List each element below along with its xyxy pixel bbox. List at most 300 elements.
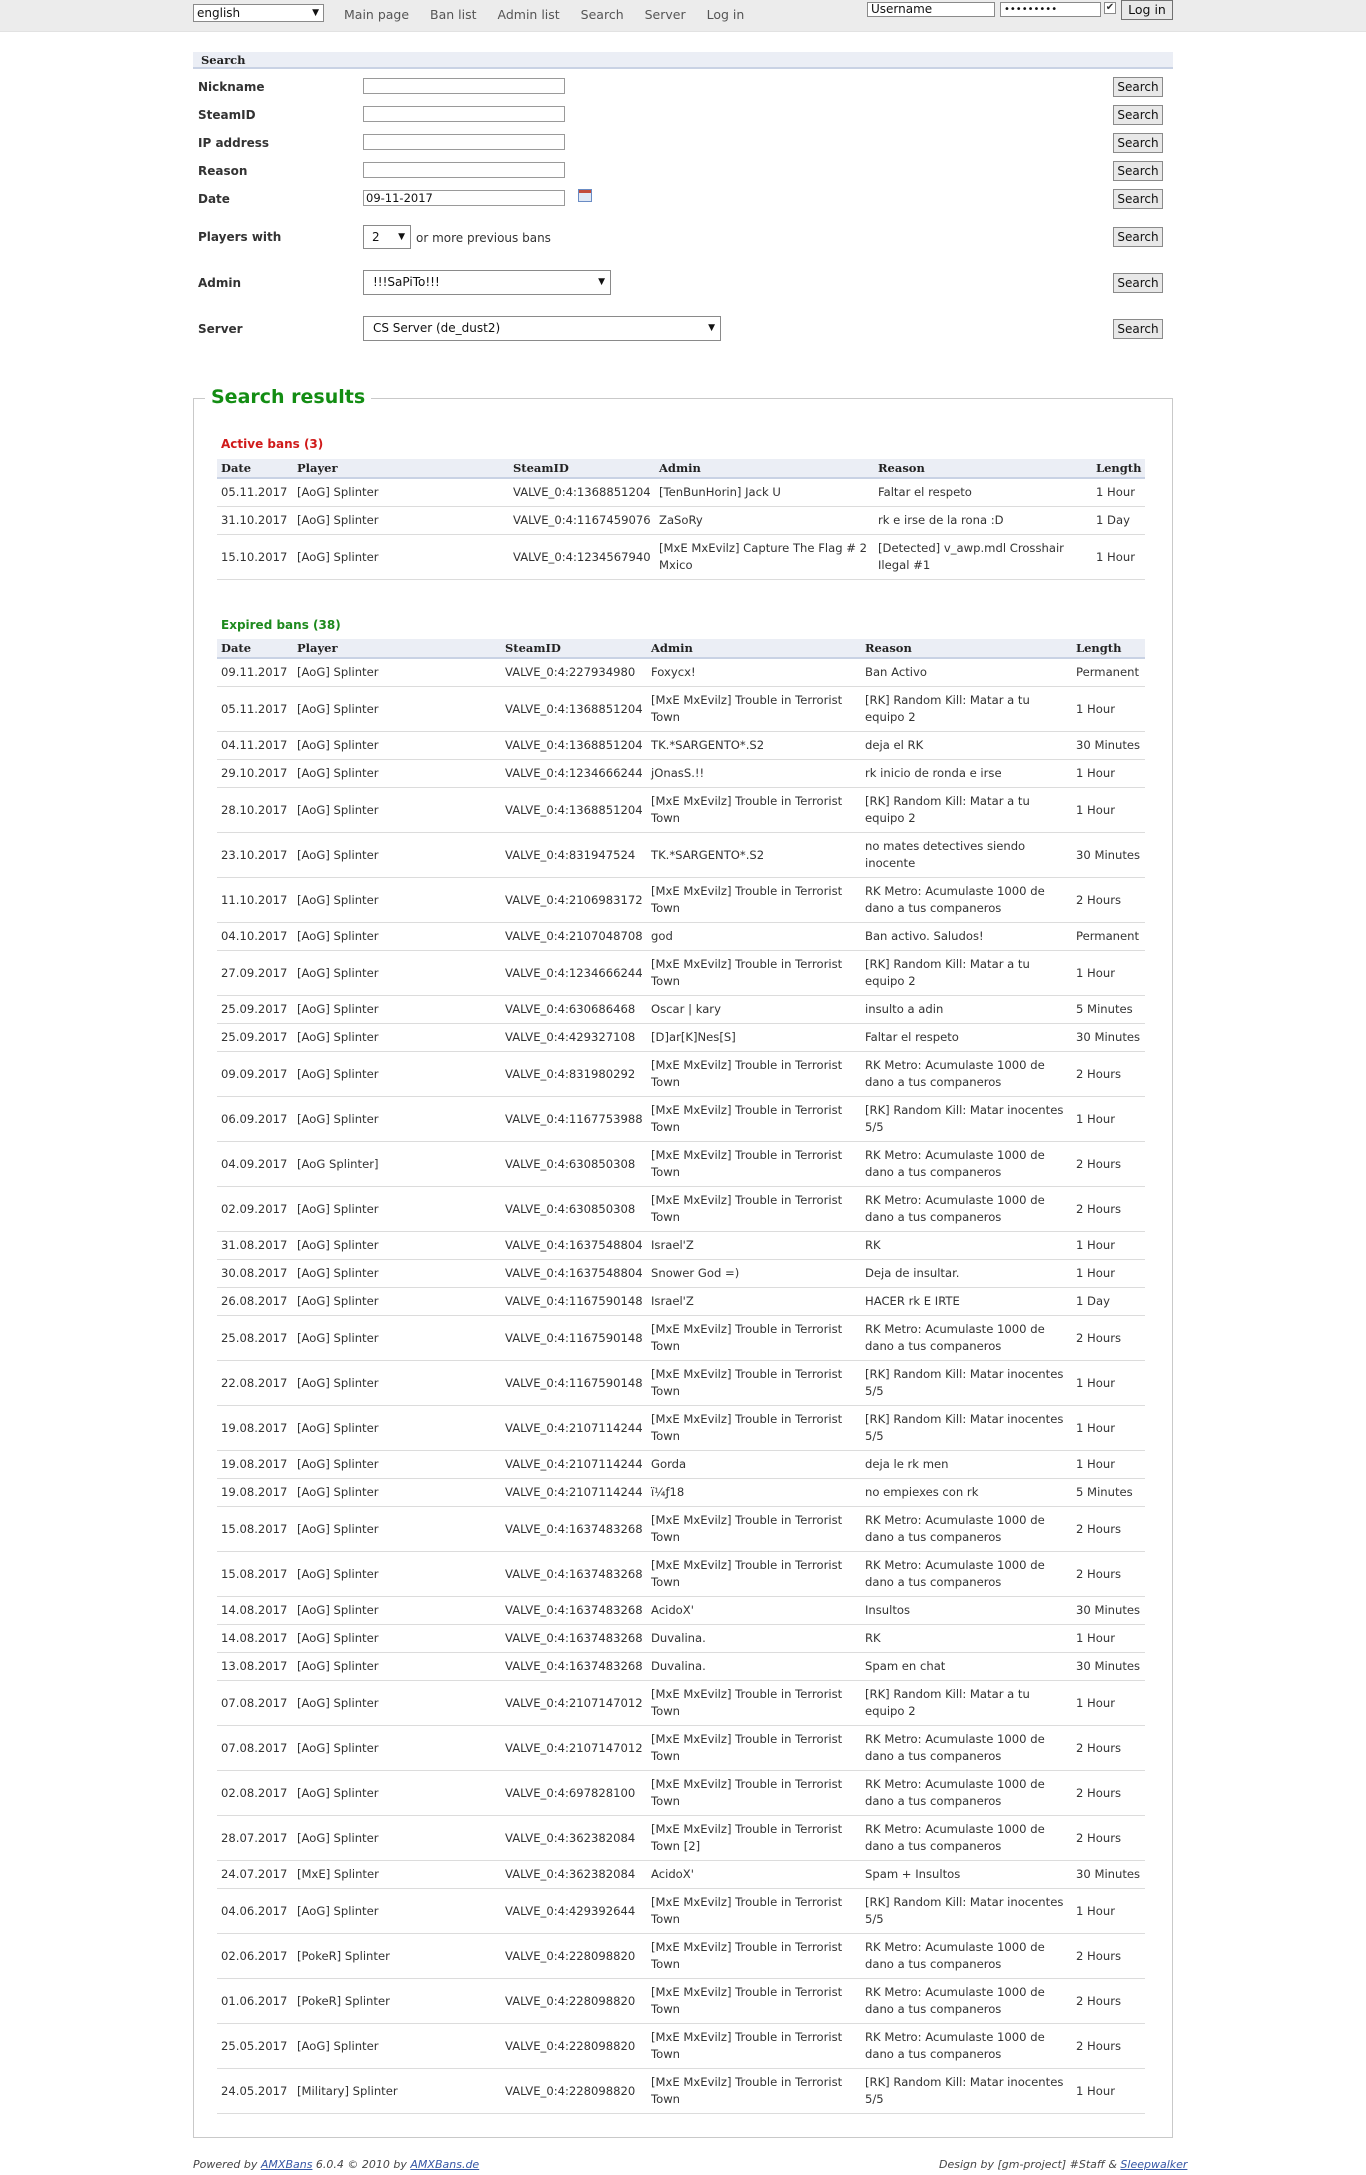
cell-steamid: VALVE_0:4:1234567940	[509, 535, 655, 580]
cell-player: [AoG] Splinter	[293, 1726, 501, 1771]
table-row	[217, 1024, 1145, 1052]
cell-reason: RK Metro: Acumulaste 1000 de dano a tus companeros	[861, 878, 1072, 923]
cell-steamid: VALVE_0:4:1637483268	[501, 1552, 647, 1597]
nickname-input[interactable]	[363, 78, 565, 94]
cell-date: 13.08.2017	[217, 1653, 293, 1681]
expired-bans-body	[217, 658, 1145, 2114]
cell-player: [AoG] Splinter	[293, 1451, 501, 1479]
table-row	[217, 951, 1145, 996]
cell-player: [AoG] Splinter	[293, 732, 501, 760]
cell-date: 25.09.2017	[217, 996, 293, 1024]
nickname-row	[193, 77, 1173, 99]
cell-date: 19.08.2017	[217, 1406, 293, 1451]
cell-date: 25.05.2017	[217, 2024, 293, 2069]
nav-log-in[interactable]: Log in	[706, 7, 745, 22]
cell-admin: Oscar | kary	[647, 996, 861, 1024]
cell-length: 1 Hour	[1072, 1097, 1145, 1142]
cell-player: [AoG] Splinter	[293, 1406, 501, 1451]
table-row	[217, 996, 1145, 1024]
cell-date: 04.09.2017	[217, 1142, 293, 1187]
cell-length: Permanent	[1072, 923, 1145, 951]
cell-player: [AoG] Splinter	[293, 1889, 501, 1934]
cell-player: [AoG Splinter]	[293, 1142, 501, 1187]
cell-length: 1 Hour	[1072, 1232, 1145, 1260]
cell-steamid: VALVE_0:4:429327108	[501, 1024, 647, 1052]
cell-admin: Foxycx!	[647, 658, 861, 687]
reason-input[interactable]	[363, 162, 565, 178]
cell-steamid: VALVE_0:4:1234666244	[501, 951, 647, 996]
steamid-label: SteamID	[198, 108, 256, 122]
search-results-title: Search results	[205, 386, 371, 408]
search-admin-button[interactable]: Search	[1113, 273, 1163, 293]
table-row	[217, 1552, 1145, 1597]
cell-length: 1 Hour	[1072, 951, 1145, 996]
cell-reason: RK Metro: Acumulaste 1000 de dano a tus companeros	[861, 1816, 1072, 1861]
table-row	[217, 1187, 1145, 1232]
cell-admin: Gorda	[647, 1451, 861, 1479]
cell-player: [AoG] Splinter	[293, 1507, 501, 1552]
cell-admin: [MxE MxEvilz] Trouble in Terrorist Town	[647, 687, 861, 732]
cell-date: 31.08.2017	[217, 1232, 293, 1260]
table-row	[217, 1142, 1145, 1187]
ip-input[interactable]	[363, 134, 565, 150]
cell-player: [AoG] Splinter	[293, 923, 501, 951]
cell-player: [AoG] Splinter	[293, 478, 509, 507]
cell-steamid: VALVE_0:4:1368851204	[501, 788, 647, 833]
cell-length: 1 Hour	[1072, 687, 1145, 732]
cell-date: 07.08.2017	[217, 1681, 293, 1726]
cell-reason: insulto a adin	[861, 996, 1072, 1024]
cell-player: [AoG] Splinter	[293, 1597, 501, 1625]
cell-player: [AoG] Splinter	[293, 507, 509, 535]
footer-prefix: Powered by	[193, 2158, 261, 2171]
col-admin: Admin	[655, 459, 874, 478]
cell-length: 2 Hours	[1072, 1052, 1145, 1097]
col-length: Length	[1072, 639, 1145, 658]
admin-select-value: !!!SaPiTo!!!	[373, 275, 440, 289]
cell-date: 25.08.2017	[217, 1316, 293, 1361]
cell-admin: [MxE MxEvilz] Trouble in Terrorist Town	[647, 2024, 861, 2069]
expired-bans-title: Expired bans (38)	[221, 618, 341, 632]
table-header-row	[217, 459, 1145, 478]
table-row	[217, 1726, 1145, 1771]
cell-steamid: VALVE_0:4:1368851204	[501, 687, 647, 732]
amxbans-link[interactable]: AMXBans	[260, 2158, 313, 2171]
table-row	[217, 1479, 1145, 1507]
cell-length: 2 Hours	[1072, 1187, 1145, 1232]
cell-length: 2 Hours	[1072, 1979, 1145, 2024]
cell-steamid: VALVE_0:4:1637483268	[501, 1507, 647, 1552]
cell-steamid: VALVE_0:4:1167590148	[501, 1361, 647, 1406]
cell-admin: [TenBunHorin] Jack U	[655, 478, 874, 507]
table-row	[217, 1934, 1145, 1979]
cell-length: 2 Hours	[1072, 878, 1145, 923]
table-row	[217, 1406, 1145, 1451]
cell-date: 15.08.2017	[217, 1507, 293, 1552]
cell-date: 07.08.2017	[217, 1726, 293, 1771]
cell-steamid: VALVE_0:4:228098820	[501, 1934, 647, 1979]
cell-steamid: VALVE_0:4:1167590148	[501, 1288, 647, 1316]
cell-player: [AoG] Splinter	[293, 658, 501, 687]
cell-length: 2 Hours	[1072, 1771, 1145, 1816]
cell-admin: Israel'Z	[647, 1288, 861, 1316]
table-row	[217, 507, 1145, 535]
cell-admin: [MxE MxEvilz] Trouble in Terrorist Town	[647, 1889, 861, 1934]
col-date: Date	[217, 639, 293, 658]
cell-reason: [Detected] v_awp.mdl Crosshair Ilegal #1	[874, 535, 1092, 580]
top-bar	[0, 0, 1366, 32]
cell-player: [AoG] Splinter	[293, 951, 501, 996]
footer-design-prefix: Design by [gm-project] #Staff &	[939, 2158, 1121, 2171]
cell-admin: [MxE MxEvilz] Trouble in Terrorist Town [2]	[647, 1816, 861, 1861]
cell-steamid: VALVE_0:4:2106983172	[501, 878, 647, 923]
table-row	[217, 1052, 1145, 1097]
cell-date: 04.10.2017	[217, 923, 293, 951]
cell-length: 2 Hours	[1072, 1142, 1145, 1187]
table-row	[217, 1979, 1145, 2024]
cell-reason: HACER rk E IRTE	[861, 1288, 1072, 1316]
search-nickname-button[interactable]: Search	[1113, 77, 1163, 97]
chevron-down-icon: ▼	[398, 232, 405, 242]
date-label: Date	[198, 192, 230, 206]
cell-date: 23.10.2017	[217, 833, 293, 878]
reason-label: Reason	[198, 164, 248, 178]
table-row	[217, 878, 1145, 923]
cell-player: [PokeR] Splinter	[293, 1979, 501, 2024]
cell-date: 09.09.2017	[217, 1052, 293, 1097]
col-admin: Admin	[647, 639, 861, 658]
sleepwalker-link[interactable]: Sleepwalker	[1120, 2158, 1188, 2171]
table-row	[217, 760, 1145, 788]
table-row	[217, 1771, 1145, 1816]
cell-length: 2 Hours	[1072, 1816, 1145, 1861]
nav-search[interactable]: Search	[580, 7, 624, 22]
cell-player: [AoG] Splinter	[293, 760, 501, 788]
col-length: Length	[1092, 459, 1145, 478]
cell-admin: [MxE MxEvilz] Trouble in Terrorist Town	[647, 1052, 861, 1097]
search-reason-button[interactable]: Search	[1113, 161, 1163, 181]
cell-admin: [MxE MxEvilz] Trouble in Terrorist Town	[647, 2069, 861, 2114]
cell-player: [AoG] Splinter	[293, 1187, 501, 1232]
cell-admin: [MxE MxEvilz] Trouble in Terrorist Town	[647, 1406, 861, 1451]
table-row	[217, 732, 1145, 760]
cell-date: 31.10.2017	[217, 507, 293, 535]
cell-steamid: VALVE_0:4:831980292	[501, 1052, 647, 1097]
cell-admin: ï¼ƒ18	[647, 1479, 861, 1507]
cell-date: 24.05.2017	[217, 2069, 293, 2114]
cell-reason: Insultos	[861, 1597, 1072, 1625]
cell-steamid: VALVE_0:4:1637483268	[501, 1653, 647, 1681]
cell-length: 2 Hours	[1072, 1934, 1145, 1979]
cell-player: [AoG] Splinter	[293, 788, 501, 833]
previous-bans-value: 2	[372, 230, 380, 244]
chevron-down-icon: ▼	[598, 277, 605, 287]
cell-player: [PokeR] Splinter	[293, 1934, 501, 1979]
cell-date: 22.08.2017	[217, 1361, 293, 1406]
cell-reason: deja le rk men	[861, 1451, 1072, 1479]
cell-admin: [MxE MxEvilz] Trouble in Terrorist Town	[647, 951, 861, 996]
cell-reason: RK Metro: Acumulaste 1000 de dano a tus companeros	[861, 1979, 1072, 2024]
cell-length: 2 Hours	[1072, 2024, 1145, 2069]
table-row	[217, 535, 1145, 580]
reason-row	[193, 161, 1173, 183]
cell-admin: [MxE MxEvilz] Trouble in Terrorist Town	[647, 1316, 861, 1361]
cell-reason: RK	[861, 1232, 1072, 1260]
cell-admin: [MxE MxEvilz] Trouble in Terrorist Town	[647, 1726, 861, 1771]
server-row	[193, 316, 1173, 344]
cell-player: [AoG] Splinter	[293, 878, 501, 923]
cell-admin: [MxE MxEvilz] Trouble in Terrorist Town	[647, 1934, 861, 1979]
search-server-button[interactable]: Search	[1113, 319, 1163, 339]
cell-length: 30 Minutes	[1072, 1653, 1145, 1681]
cell-date: 14.08.2017	[217, 1625, 293, 1653]
col-player: Player	[293, 459, 509, 478]
cell-admin: [MxE MxEvilz] Trouble in Terrorist Town	[647, 1979, 861, 2024]
cell-reason: [RK] Random Kill: Matar inocentes 5/5	[861, 1097, 1072, 1142]
cell-date: 05.11.2017	[217, 687, 293, 732]
cell-player: [AoG] Splinter	[293, 833, 501, 878]
cell-steamid: VALVE_0:4:2107147012	[501, 1726, 647, 1771]
cell-date: 28.10.2017	[217, 788, 293, 833]
username-input[interactable]: Username	[867, 2, 995, 17]
cell-admin: god	[647, 923, 861, 951]
cell-reason: RK Metro: Acumulaste 1000 de dano a tus companeros	[861, 1187, 1072, 1232]
cell-steamid: VALVE_0:4:630686468	[501, 996, 647, 1024]
active-bans-title: Active bans (3)	[221, 437, 324, 451]
cell-date: 06.09.2017	[217, 1097, 293, 1142]
table-row	[217, 1507, 1145, 1552]
previous-bans-select[interactable]	[363, 225, 411, 249]
chevron-down-icon: ▼	[708, 323, 715, 333]
cell-length: 1 Hour	[1072, 1681, 1145, 1726]
cell-admin: ZaSoRy	[655, 507, 874, 535]
cell-length: 1 Hour	[1072, 1361, 1145, 1406]
cell-reason: [RK] Random Kill: Matar a tu equipo 2	[861, 1681, 1072, 1726]
cell-reason: [RK] Random Kill: Matar inocentes 5/5	[861, 2069, 1072, 2114]
nav-server[interactable]: Server	[644, 7, 686, 22]
cell-length: 1 Hour	[1072, 760, 1145, 788]
cell-date: 30.08.2017	[217, 1260, 293, 1288]
chevron-down-icon: ▼	[312, 8, 319, 18]
cell-player: [AoG] Splinter	[293, 1771, 501, 1816]
table-row	[217, 2069, 1145, 2114]
cell-length: 30 Minutes	[1072, 732, 1145, 760]
cell-reason: rk e irse de la rona :D	[874, 507, 1092, 535]
search-steamid-button[interactable]: Search	[1113, 105, 1163, 125]
cell-admin: Duvalina.	[647, 1625, 861, 1653]
cell-length: 1 Hour	[1072, 1406, 1145, 1451]
col-player: Player	[293, 639, 501, 658]
cell-date: 02.06.2017	[217, 1934, 293, 1979]
cell-player: [MxE] Splinter	[293, 1861, 501, 1889]
cell-length: 5 Minutes	[1072, 996, 1145, 1024]
main-nav	[344, 7, 761, 22]
cell-steamid: VALVE_0:4:228098820	[501, 1979, 647, 2024]
cell-length: 2 Hours	[1072, 1726, 1145, 1771]
table-row	[217, 478, 1145, 507]
cell-player: [AoG] Splinter	[293, 687, 501, 732]
cell-admin: [D]ar[K]Nes[S]	[647, 1024, 861, 1052]
table-row	[217, 1451, 1145, 1479]
cell-reason: deja el RK	[861, 732, 1072, 760]
cell-admin: jOnasS.!!	[647, 760, 861, 788]
cell-date: 09.11.2017	[217, 658, 293, 687]
cell-date: 04.11.2017	[217, 732, 293, 760]
cell-player: [AoG] Splinter	[293, 1024, 501, 1052]
cell-length: 5 Minutes	[1072, 1479, 1145, 1507]
cell-length: 1 Day	[1092, 507, 1145, 535]
server-select[interactable]	[363, 316, 721, 341]
cell-steamid: VALVE_0:4:1637483268	[501, 1625, 647, 1653]
search-date-button[interactable]: Search	[1113, 189, 1163, 209]
cell-player: [AoG] Splinter	[293, 1052, 501, 1097]
cell-steamid: VALVE_0:4:2107114244	[501, 1406, 647, 1451]
table-row	[217, 788, 1145, 833]
cell-player: [AoG] Splinter	[293, 2024, 501, 2069]
cell-reason: Spam en chat	[861, 1653, 1072, 1681]
table-row	[217, 658, 1145, 687]
cell-date: 04.06.2017	[217, 1889, 293, 1934]
calendar-icon[interactable]	[578, 189, 592, 202]
cell-player: [Military] Splinter	[293, 2069, 501, 2114]
cell-steamid: VALVE_0:4:697828100	[501, 1771, 647, 1816]
table-row	[217, 923, 1145, 951]
cell-date: 15.08.2017	[217, 1552, 293, 1597]
admin-label: Admin	[198, 276, 242, 290]
cell-length: 1 Hour	[1072, 1889, 1145, 1934]
footer-middle: 6.0.4 © 2010 by	[312, 2158, 411, 2171]
cell-date: 01.06.2017	[217, 1979, 293, 2024]
steamid-input[interactable]	[363, 106, 565, 122]
cell-length: 1 Hour	[1072, 1260, 1145, 1288]
cell-length: Permanent	[1072, 658, 1145, 687]
cell-reason: [RK] Random Kill: Matar a tu equipo 2	[861, 687, 1072, 732]
cell-player: [AoG] Splinter	[293, 535, 509, 580]
cell-steamid: VALVE_0:4:227934980	[501, 658, 647, 687]
cell-length: 1 Hour	[1092, 478, 1145, 507]
cell-player: [AoG] Splinter	[293, 1653, 501, 1681]
cell-player: [AoG] Splinter	[293, 1552, 501, 1597]
cell-player: [AoG] Splinter	[293, 1288, 501, 1316]
ip-label: IP address	[198, 136, 270, 150]
cell-reason: [RK] Random Kill: Matar a tu equipo 2	[861, 788, 1072, 833]
table-header-row	[217, 639, 1145, 658]
cell-date: 11.10.2017	[217, 878, 293, 923]
cell-length: 1 Hour	[1072, 1625, 1145, 1653]
cell-length: 1 Day	[1072, 1288, 1145, 1316]
col-reason: Reason	[861, 639, 1072, 658]
active-bans-body	[217, 478, 1145, 580]
table-row	[217, 687, 1145, 732]
cell-player: [AoG] Splinter	[293, 1816, 501, 1861]
cell-length: 1 Hour	[1092, 535, 1145, 580]
cell-steamid: VALVE_0:4:1167590148	[501, 1316, 647, 1361]
steamid-row	[193, 105, 1173, 127]
date-input[interactable]: 09-11-2017	[363, 190, 565, 206]
table-row	[217, 1097, 1145, 1142]
cell-reason: Ban activo. Saludos!	[861, 923, 1072, 951]
cell-reason: no empiexes con rk	[861, 1479, 1072, 1507]
players-with-label: Players with	[198, 230, 282, 244]
cell-reason: RK Metro: Acumulaste 1000 de dano a tus companeros	[861, 1771, 1072, 1816]
cell-steamid: VALVE_0:4:630850308	[501, 1187, 647, 1232]
cell-length: 30 Minutes	[1072, 1861, 1145, 1889]
expired-bans-table	[217, 639, 1145, 2114]
login-button[interactable]: Log in	[1121, 0, 1173, 20]
cell-admin: TK.*SARGENTO*.S2	[647, 732, 861, 760]
cell-date: 19.08.2017	[217, 1451, 293, 1479]
cell-reason: RK Metro: Acumulaste 1000 de dano a tus companeros	[861, 1316, 1072, 1361]
cell-length: 1 Hour	[1072, 2069, 1145, 2114]
players-with-row	[193, 225, 1173, 251]
cell-admin: AcidoX'	[647, 1597, 861, 1625]
col-steamid: SteamID	[501, 639, 647, 658]
cell-admin: TK.*SARGENTO*.S2	[647, 833, 861, 878]
table-row	[217, 1361, 1145, 1406]
cell-admin: AcidoX'	[647, 1861, 861, 1889]
cell-date: 28.07.2017	[217, 1816, 293, 1861]
cell-reason: Deja de insultar.	[861, 1260, 1072, 1288]
language-select[interactable]	[193, 4, 324, 22]
admin-select[interactable]	[363, 270, 611, 295]
search-players-button[interactable]: Search	[1113, 227, 1163, 247]
nav-ban-list[interactable]: Ban list	[430, 7, 477, 22]
remember-checkbox[interactable]: ✔	[1105, 2, 1115, 13]
cell-admin: [MxE MxEvilz] Trouble in Terrorist Town	[647, 1187, 861, 1232]
table-row	[217, 1316, 1145, 1361]
cell-steamid: VALVE_0:4:2107147012	[501, 1681, 647, 1726]
cell-steamid: VALVE_0:4:429392644	[501, 1889, 647, 1934]
table-row	[217, 1232, 1145, 1260]
cell-admin: [MxE MxEvilz] Trouble in Terrorist Town	[647, 1097, 861, 1142]
cell-admin: [MxE MxEvilz] Trouble in Terrorist Town	[647, 1142, 861, 1187]
password-input[interactable]: •••••••••	[1000, 2, 1101, 17]
nav-admin-list[interactable]: Admin list	[497, 7, 560, 22]
table-row	[217, 2024, 1145, 2069]
server-label: Server	[198, 322, 243, 336]
cell-date: 19.08.2017	[217, 1479, 293, 1507]
cell-reason: [RK] Random Kill: Matar inocentes 5/5	[861, 1406, 1072, 1451]
cell-reason: Spam + Insultos	[861, 1861, 1072, 1889]
cell-length: 2 Hours	[1072, 1316, 1145, 1361]
table-row	[217, 1260, 1145, 1288]
col-date: Date	[217, 459, 293, 478]
cell-reason: Faltar el respeto	[874, 478, 1092, 507]
cell-length: 1 Hour	[1072, 788, 1145, 833]
table-row	[217, 1653, 1145, 1681]
cell-steamid: VALVE_0:4:362382084	[501, 1861, 647, 1889]
cell-reason: RK Metro: Acumulaste 1000 de dano a tus companeros	[861, 1552, 1072, 1597]
cell-admin: [MxE MxEvilz] Trouble in Terrorist Town	[647, 788, 861, 833]
cell-length: 1 Hour	[1072, 1451, 1145, 1479]
cell-date: 29.10.2017	[217, 760, 293, 788]
search-ip-button[interactable]: Search	[1113, 133, 1163, 153]
server-select-value: CS Server (de_dust2)	[373, 321, 501, 335]
nav-main-page[interactable]: Main page	[344, 7, 410, 22]
cell-player: [AoG] Splinter	[293, 1681, 501, 1726]
cell-steamid: VALVE_0:4:1167753988	[501, 1097, 647, 1142]
cell-steamid: VALVE_0:4:1368851204	[501, 732, 647, 760]
table-row	[217, 1681, 1145, 1726]
cell-steamid: VALVE_0:4:2107114244	[501, 1479, 647, 1507]
table-row	[217, 1625, 1145, 1653]
cell-reason: Faltar el respeto	[861, 1024, 1072, 1052]
amxbans-de-link[interactable]: AMXBans.de	[410, 2158, 480, 2171]
cell-reason: RK Metro: Acumulaste 1000 de dano a tus companeros	[861, 1726, 1072, 1771]
cell-date: 25.09.2017	[217, 1024, 293, 1052]
cell-length: 30 Minutes	[1072, 833, 1145, 878]
cell-admin: [MxE MxEvilz] Capture The Flag # 2 Mxico	[655, 535, 874, 580]
